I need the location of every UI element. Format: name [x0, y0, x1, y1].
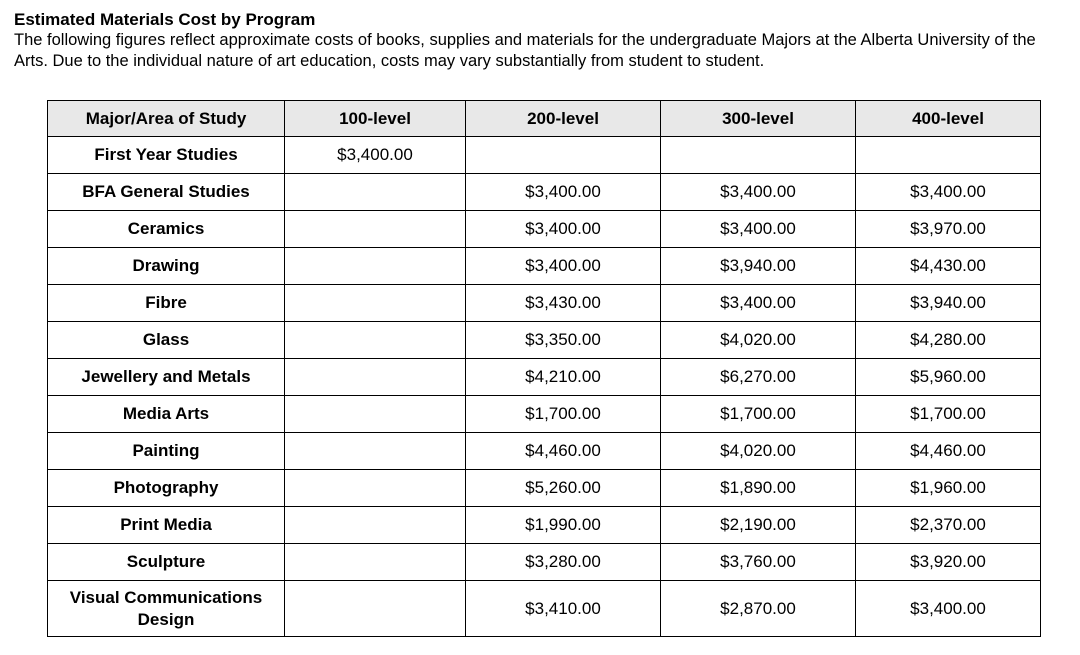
cost-100-level: [285, 322, 466, 359]
header-200-level: 200-level: [466, 101, 661, 137]
cost-400-level: $3,400.00: [856, 174, 1041, 211]
cost-100-level: [285, 544, 466, 581]
cost-200-level: $3,410.00: [466, 581, 661, 637]
cost-100-level: [285, 581, 466, 637]
cost-200-level: $3,400.00: [466, 211, 661, 248]
cost-300-level: $3,940.00: [661, 248, 856, 285]
row-major: Ceramics: [48, 211, 285, 248]
row-major: [48, 581, 285, 637]
cost-100-level: [285, 359, 466, 396]
cost-200-level: $3,350.00: [466, 322, 661, 359]
cost-400-level: $1,960.00: [856, 470, 1041, 507]
cost-400-level: $1,700.00: [856, 396, 1041, 433]
header-400-level: 400-level: [856, 101, 1041, 137]
row-major: Sculpture: [48, 544, 285, 581]
cost-100-level: [285, 396, 466, 433]
cost-200-level: $1,990.00: [466, 507, 661, 544]
cost-200-level: $3,280.00: [466, 544, 661, 581]
cost-200-level: $3,430.00: [466, 285, 661, 322]
document-intro: The following figures reflect approximate costs of books, supplies and materials for the undergraduate Majors at the Alberta University of the Arts. Due to the individual nature of art education, costs may vary substantially from student to student.: [14, 31, 1036, 70]
table-body: [48, 137, 1041, 637]
header-row: [48, 101, 1041, 137]
cost-400-level: $5,960.00: [856, 359, 1041, 396]
table-row: [48, 359, 1041, 396]
document-title: Estimated Materials Cost by Program: [14, 10, 316, 29]
cost-400-level: $4,460.00: [856, 433, 1041, 470]
cost-100-level: [285, 285, 466, 322]
cost-300-level: [661, 137, 856, 174]
cost-400-level: $4,430.00: [856, 248, 1041, 285]
row-major: Fibre: [48, 285, 285, 322]
cost-300-level: $3,400.00: [661, 211, 856, 248]
header-300-level: 300-level: [661, 101, 856, 137]
cost-200-level: $1,700.00: [466, 396, 661, 433]
cost-400-level: $3,920.00: [856, 544, 1041, 581]
cost-300-level: $1,890.00: [661, 470, 856, 507]
table-row: [48, 285, 1041, 322]
cost-300-level: $1,700.00: [661, 396, 856, 433]
cost-400-level: $3,400.00: [856, 581, 1041, 637]
row-major: Drawing: [48, 248, 285, 285]
table-row: [48, 581, 1041, 637]
cost-100-level: [285, 507, 466, 544]
cost-100-level: [285, 248, 466, 285]
cost-100-level: [285, 174, 466, 211]
table-header: [48, 101, 1041, 137]
cost-100-level: [285, 470, 466, 507]
row-major: BFA General Studies: [48, 174, 285, 211]
cost-300-level: $2,190.00: [661, 507, 856, 544]
row-major: Painting: [48, 433, 285, 470]
header-major: Major/Area of Study: [48, 101, 285, 137]
cost-200-level: $3,400.00: [466, 248, 661, 285]
cost-300-level: $2,870.00: [661, 581, 856, 637]
row-major: Print Media: [48, 507, 285, 544]
row-major-label: Visual Communications Design: [69, 587, 263, 629]
cost-400-level: $3,940.00: [856, 285, 1041, 322]
cost-300-level: $6,270.00: [661, 359, 856, 396]
cost-300-level: $3,760.00: [661, 544, 856, 581]
row-major: Glass: [48, 322, 285, 359]
row-major: Jewellery and Metals: [48, 359, 285, 396]
cost-300-level: $4,020.00: [661, 322, 856, 359]
header-100-level: 100-level: [285, 101, 466, 137]
cost-400-level: $4,280.00: [856, 322, 1041, 359]
row-major: Media Arts: [48, 396, 285, 433]
cost-200-level: $4,210.00: [466, 359, 661, 396]
row-major: Photography: [48, 470, 285, 507]
cost-100-level: $3,400.00: [285, 137, 466, 174]
table-row: [48, 544, 1041, 581]
cost-100-level: [285, 433, 466, 470]
cost-300-level: $4,020.00: [661, 433, 856, 470]
cost-400-level: $3,970.00: [856, 211, 1041, 248]
table-row: [48, 137, 1041, 174]
cost-200-level: $4,460.00: [466, 433, 661, 470]
row-major: First Year Studies: [48, 137, 285, 174]
table-row: [48, 433, 1041, 470]
table-row: [48, 248, 1041, 285]
document: [14, 9, 1066, 72]
table-row: [48, 470, 1041, 507]
table-row: [48, 211, 1041, 248]
cost-200-level: [466, 137, 661, 174]
cost-100-level: [285, 211, 466, 248]
cost-200-level: $5,260.00: [466, 470, 661, 507]
table-row: [48, 174, 1041, 211]
cost-400-level: [856, 137, 1041, 174]
table-row: [48, 396, 1041, 433]
cost-400-level: $2,370.00: [856, 507, 1041, 544]
table-row: [48, 322, 1041, 359]
cost-300-level: $3,400.00: [661, 285, 856, 322]
cost-200-level: $3,400.00: [466, 174, 661, 211]
table-row: [48, 507, 1041, 544]
materials-cost-table: [47, 100, 1041, 637]
cost-300-level: $3,400.00: [661, 174, 856, 211]
